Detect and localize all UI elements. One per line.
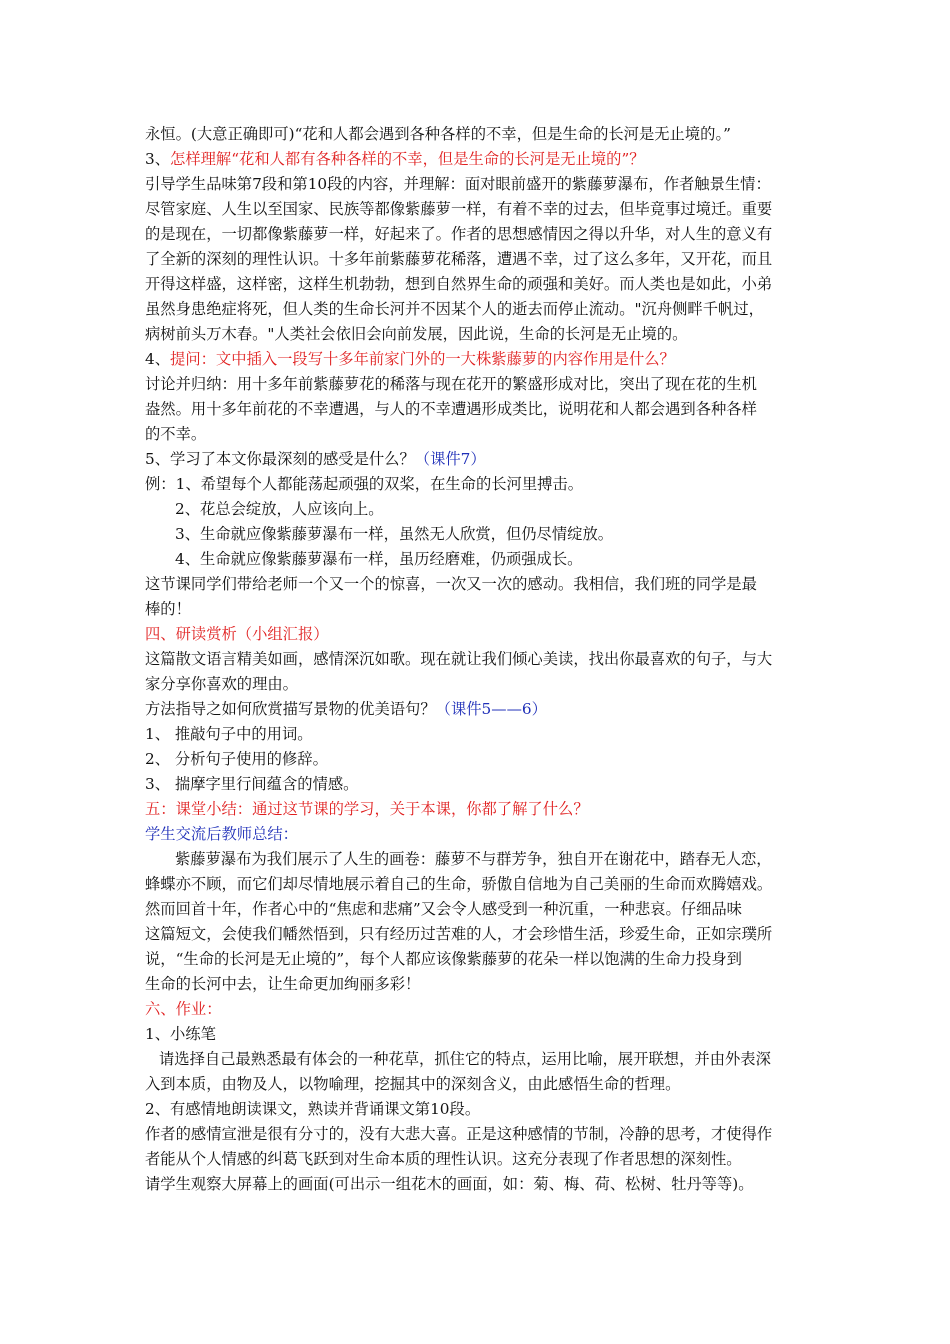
text-line: 开得这样盛，这样密，这样生机勃勃，想到自然界生命的顽强和美好。而人类也是如此，小弟	[145, 275, 773, 293]
text-line: 然而回首十年，作者心中的“焦虑和悲痛”又会令人感受到一种沉重，一种悲哀。仔细品味	[145, 900, 742, 918]
text-line: 者能从个人情感的纠葛飞跃到对生命本质的理性认识。这充分表现了作者思想的深刻性。	[145, 1150, 742, 1168]
text-line: 的不幸。	[145, 425, 207, 443]
text-line: 棒的！	[145, 600, 191, 618]
list-item: 4、生命就应像紫藤萝瀑布一样，虽历经磨难，仍顽强成长。	[175, 550, 583, 568]
text-line: 蜂蝶亦不顾，而它们却尽情地展示着自己的生命，骄傲自信地为自己美丽的生命而欢腾嬉戏。	[145, 875, 773, 893]
list-item: 2、花总会绽放，人应该向上。	[175, 500, 384, 518]
text-line: 永恒。(大意正确即可)“花和人都会遇到各种各样的不幸，但是生命的长河是无止境的。”	[145, 125, 731, 143]
text-line: 紫藤萝瀑布为我们展示了人生的画卷：藤萝不与群芳争，独自开在谢花中，踏春无人恋，	[175, 850, 772, 868]
text-line: 请学生观察大屏幕上的画面(可出示一组花木的画面，如：菊、梅、荷、松树、牡丹等等)。	[145, 1175, 754, 1193]
text-line: 说，“生命的长河是无止境的”，每个人都应该像紫藤萝的花朵一样以饱满的生命力投身到	[145, 950, 742, 968]
text-line: 这节课同学们带给老师一个又一个的惊喜，一次又一次的感动。我相信，我们班的同学是最	[145, 575, 757, 593]
text-line: 作者的感情宣泄是很有分寸的，没有大悲大喜。正是这种感情的节制，冷静的思考，才使得作	[145, 1125, 773, 1143]
text-line: 的是现在，一切都像紫藤萝一样，好起来了。作者的思想感情因之得以升华，对人生的意义有	[145, 225, 773, 243]
text-line: 盎然。用十多年前花的不幸遭遇，与人的不幸遭遇形成类比，说明花和人都会遇到各种各样	[145, 400, 757, 418]
text-line: 这篇散文语言精美如画，感情深沉如歌。现在就让我们倾心美读，找出你最喜欢的句子，与大	[145, 650, 773, 668]
document-page	[145, 122, 817, 1197]
subheading: 学生交流后教师总结：	[145, 825, 298, 843]
list-item: 3、生命就应像紫藤萝瀑布一样，虽然无人欣赏，但仍尽情绽放。	[175, 525, 614, 543]
list-item: 例：1、希望每个人都能荡起顽强的双桨，在生命的长河里搏击。	[145, 475, 584, 493]
text-line: 请选择自己最熟悉最有体会的一种花草，抓住它的特点，运用比喻，展开联想，并由外表深	[159, 1050, 771, 1068]
text-line: 虽然身患绝症将死，但人类的生命长河并不因某个人的逝去而停止流动。"沉舟侧畔千帆过，	[145, 300, 764, 318]
list-item: 1、小练笔	[145, 1025, 216, 1043]
text-line: 入到本质，由物及人，以物喻理，挖掘其中的深刻含义，由此感悟生命的哲理。	[145, 1075, 681, 1093]
text-line: 讨论并归纳：用十多年前紫藤萝花的稀落与现在花开的繁盛形成对比，突出了现在花的生机	[145, 375, 757, 393]
text-line: 了全新的深刻的理性认识。十多年前紫藤萝花稀落，遭遇不幸，过了这么多年，又开花，而且	[145, 250, 773, 268]
text-line: 家分享你喜欢的理由。	[145, 675, 298, 693]
text-line: 引导学生品味第7段和第10段的内容，并理解：面对眼前盛开的紫藤萝瀑布，作者触景生情：	[145, 175, 771, 193]
question-line: 3、怎样理解“花和人都有各种各样的不幸，但是生命的长河是无止境的”？	[145, 150, 645, 168]
text-line: 尽管家庭、人生以至国家、民族等都像紫藤萝一样，有着不幸的过去，但毕竟事过境迁。重要	[145, 200, 773, 218]
question-line: 5、学习了本文你最深刻的感受是什么？（课件7）	[145, 450, 486, 468]
text-line: 病树前头万木春。"人类社会依旧会向前发展，因此说，生命的长河是无止境的。	[145, 325, 688, 343]
list-item: 3、 揣摩字里行间蕴含的情感。	[145, 775, 359, 793]
question-line: 4、提问：文中插入一段写十多年前家门外的一大株紫藤萝的内容作用是什么？	[145, 350, 675, 368]
text-line: 这篇短文，会使我们幡然悟到，只有经历过苦难的人，才会珍惜生活，珍爱生命，正如宗璞所	[145, 925, 773, 943]
section-heading: 六、作业：	[145, 1000, 222, 1018]
section-heading: 四、研读赏析（小组汇报）	[145, 625, 329, 643]
text-line: 生命的长河中去，让生命更加绚丽多彩！	[145, 975, 421, 993]
list-item: 2、有感情地朗读课文，熟读并背诵课文第10段。	[145, 1100, 481, 1118]
text-line: 方法指导之如何欣赏描写景物的优美语句？（课件5——6）	[145, 700, 547, 718]
list-item: 1、 推敲句子中的用词。	[145, 725, 313, 743]
section-heading: 五：课堂小结：通过这节课的学习，关于本课，你都了解了什么？	[145, 800, 589, 818]
list-item: 2、 分析句子使用的修辞。	[145, 750, 328, 768]
